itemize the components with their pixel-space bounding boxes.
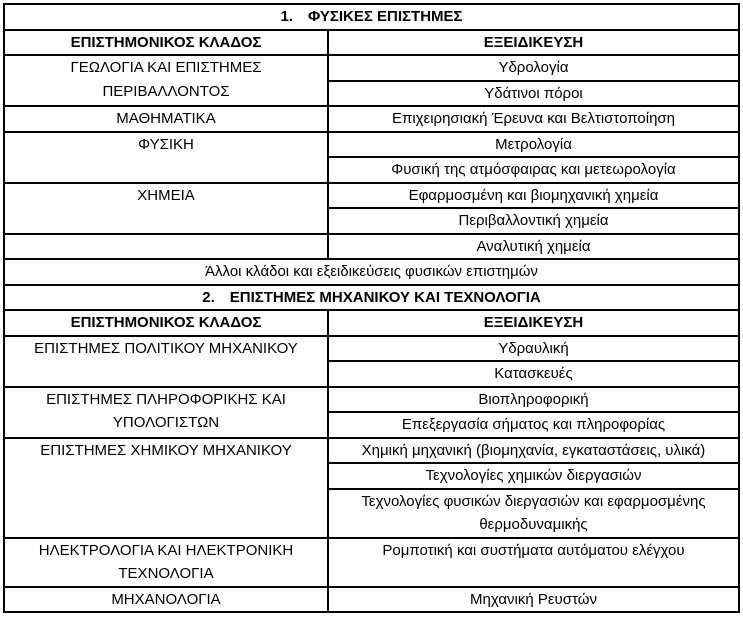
other-fields-row [4, 259, 739, 285]
table-row [4, 538, 739, 587]
section-header [4, 4, 739, 30]
field-cell [4, 234, 328, 260]
specialization-cell: Ρομποτική και συστήματα αυτόματου ελέγχου [328, 538, 739, 587]
column-headers-row [4, 30, 739, 56]
specialization-cell: Υδραυλική [328, 336, 739, 362]
specialization-cell: Επεξεργασία σήματος και πληροφορίας [328, 412, 739, 438]
specialization-cell: Φυσική της ατμόσφαιρας και μετεωρολογία [328, 157, 739, 183]
section-title: ΦΥΣΙΚΕΣ ΕΠΙΣΤΗΜΕΣ [307, 8, 463, 25]
specialization-cell: Βιοπληροφορική [328, 387, 739, 413]
specialization-cell: Κατασκευές [328, 361, 739, 387]
specialization-cell: Υδρολογία [328, 55, 739, 81]
column-header-specialization: ΕΞΕΙΔΙΚΕΥΣΗ [328, 30, 739, 56]
field-cell: ΜΑΘΗΜΑΤΙΚΑ [4, 106, 328, 132]
specialization-cell: Μετρολογία [328, 132, 739, 158]
field-cell: ΧΗΜΕΙΑ [4, 183, 328, 234]
section-1-row [4, 4, 739, 30]
section-number: 1. [280, 8, 293, 25]
section-header [4, 285, 739, 311]
table-row [4, 55, 739, 81]
specialization-cell: Επιχειρησιακή Έρευνα και Βελτιστοποίηση [328, 106, 739, 132]
specialization-cell: Αναλυτική χημεία [328, 234, 739, 260]
specialization-cell: Τεχνολογίες χημικών διεργασιών [328, 463, 739, 489]
column-headers-row [4, 310, 739, 336]
table-row [4, 438, 739, 464]
specialization-cell: Τεχνολογίες φυσικών διεργασιών και εφαρμοσμένης θερμοδυναμικής [328, 489, 739, 538]
specialization-cell: Εφαρμοσμένη και βιομηχανική χημεία [328, 183, 739, 209]
table-row [4, 132, 739, 158]
column-header-field: ΕΠΙΣΤΗΜΟΝΙΚΟΣ ΚΛΑΔΟΣ [4, 30, 328, 56]
table-row [4, 336, 739, 362]
table-row [4, 387, 739, 413]
field-cell: ΜΗΧΑΝΟΛΟΓΙΑ [4, 587, 328, 613]
table-row [4, 183, 739, 209]
field-cell: ΕΠΙΣΤΗΜΕΣ ΠΟΛΙΤΙΚΟΥ ΜΗΧΑΝΙΚΟΥ [4, 336, 328, 387]
other-fields-cell: Άλλοι κλάδοι και εξειδικεύσεις φυσικών επιστημών [4, 259, 739, 285]
column-header-specialization: ΕΞΕΙΔΙΚΕΥΣΗ [328, 310, 739, 336]
classification-table [3, 3, 740, 613]
specialization-cell: Περιβαλλοντική χημεία [328, 208, 739, 234]
field-cell: ΦΥΣΙΚΗ [4, 132, 328, 183]
section-2-row [4, 285, 739, 311]
field-cell: ΕΠΙΣΤΗΜΕΣ ΠΛΗΡΟΦΟΡΙΚΗΣ ΚΑΙ ΥΠΟΛΟΓΙΣΤΩΝ [4, 387, 328, 438]
table-row [4, 587, 739, 613]
column-header-field: ΕΠΙΣΤΗΜΟΝΙΚΟΣ ΚΛΑΔΟΣ [4, 310, 328, 336]
specialization-cell: Υδάτινοι πόροι [328, 81, 739, 107]
field-cell: ΕΠΙΣΤΗΜΕΣ ΧΗΜΙΚΟΥ ΜΗΧΑΝΙΚΟΥ [4, 438, 328, 538]
field-cell: ΗΛΕΚΤΡΟΛΟΓΙΑ ΚΑΙ ΗΛΕΚΤΡΟΝΙΚΗ ΤΕΧΝΟΛΟΓΙΑ [4, 538, 328, 587]
section-number: 2. [202, 288, 215, 306]
table-row [4, 234, 739, 260]
specialization-cell: Χημική μηχανική (βιομηχανία, εγκαταστάσεις, υλικά) [328, 438, 739, 464]
table-row [4, 106, 739, 132]
specialization-cell: Μηχανική Ρευστών [328, 587, 739, 613]
section-title: ΕΠΙΣΤΗΜΕΣ ΜΗΧΑΝΙΚΟΥ ΚΑΙ ΤΕΧΝΟΛΟΓΙΑ [229, 288, 541, 306]
field-cell: ΓΕΩΛΟΓΙΑ ΚΑΙ ΕΠΙΣΤΗΜΕΣ ΠΕΡΙΒΑΛΛΟΝΤΟΣ [4, 55, 328, 106]
